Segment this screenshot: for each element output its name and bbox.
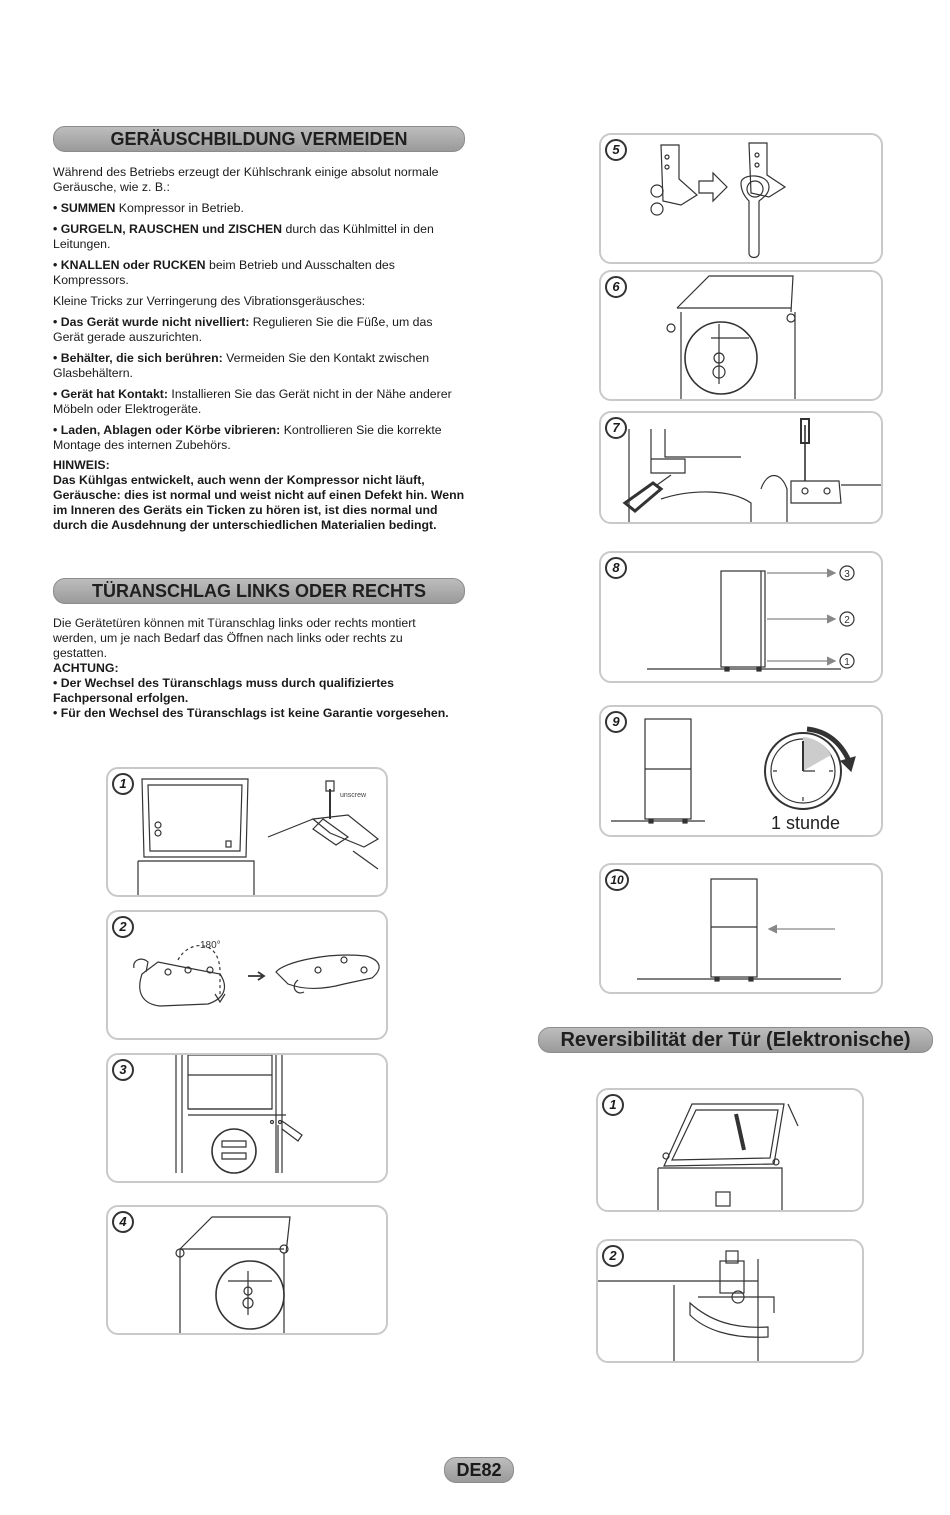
noise-bullet-3: • KNALLEN oder RUCKEN beim Betrieb und Ausschalten des Kompressors. xyxy=(53,258,395,287)
step-8-illustration xyxy=(599,551,883,683)
step-4-illustration xyxy=(106,1205,388,1335)
noise-intro: Während des Betriebs erzeugt der Kühlschrank einige absolut normale Geräusche, wie z. B.: xyxy=(53,165,439,194)
noise-note xyxy=(53,458,465,533)
step-number: 10 xyxy=(605,869,629,891)
step-3-illustration xyxy=(106,1053,388,1183)
note-heading: HINWEIS: xyxy=(53,458,110,472)
step-4-drawing xyxy=(108,1207,386,1333)
electronic-step-2-drawing xyxy=(598,1241,862,1361)
door-section-text xyxy=(53,616,458,721)
position-mark-1: 1 xyxy=(844,657,850,668)
step-3-drawing xyxy=(108,1055,386,1181)
step-8-drawing xyxy=(601,553,881,681)
step-2-illustration xyxy=(106,910,388,1040)
noise-trick-2: • Behälter, die sich berühren: Vermeiden Sie den Kontakt zwischen Glasbehältern. xyxy=(53,351,430,380)
step-number: 7 xyxy=(605,417,627,439)
step-number: 1 xyxy=(602,1094,624,1116)
position-mark-2: 2 xyxy=(844,615,850,626)
noise-bullet-1: • SUMMEN Kompressor in Betrieb. xyxy=(53,201,244,215)
step-number: 1 xyxy=(112,773,134,795)
step-number: 5 xyxy=(605,139,627,161)
step-5-illustration xyxy=(599,133,883,264)
note-text: Das Kühlgas entwickelt, auch wenn der Kompressor nicht läuft, Geräusche: dies ist normal und weist nicht auf einen Defekt hin. Wenn im Inneren des Geräts ein Ticken zu hören ist, ist dies normal und durch die Ausdehnung der unterschiedlichen Materialien bedingt. xyxy=(53,473,465,532)
waiting-time-label: 1 stunde xyxy=(771,813,841,833)
position-mark-3: 3 xyxy=(844,569,850,580)
step-number: 4 xyxy=(112,1211,134,1233)
step-1-illustration xyxy=(106,767,388,897)
door-warning-heading: ACHTUNG: xyxy=(53,661,119,675)
step-10-illustration xyxy=(599,863,883,994)
section-title-noise: GERÄUSCHBILDUNG VERMEIDEN xyxy=(53,126,465,152)
section-title-door: TÜRANSCHLAG LINKS ODER RECHTS xyxy=(53,578,465,604)
noise-tricks-intro: Kleine Tricks zur Verringerung des Vibrationsgeräusches: xyxy=(53,294,366,308)
electronic-step-1-drawing xyxy=(598,1090,862,1210)
step-6-illustration xyxy=(599,270,883,401)
door-intro: Die Gerätetüren können mit Türanschlag links oder rechts montiert werden, um je nach Bedarf das Öffnen nach links oder rechts zu gestatten. xyxy=(53,616,416,660)
step-10-drawing xyxy=(601,865,881,992)
step-1-drawing xyxy=(108,769,386,895)
page-number: DE82 xyxy=(444,1457,514,1483)
noise-trick-1: • Das Gerät wurde nicht nivelliert: Regulieren Sie die Füße, um das Gerät gerade auszurichten. xyxy=(53,315,433,344)
door-warning-2: • Für den Wechsel des Türanschlags ist keine Garantie vorgesehen. xyxy=(53,706,449,720)
step-2-drawing xyxy=(108,912,386,1038)
noise-section-text xyxy=(53,165,465,453)
step-7-drawing xyxy=(601,413,881,522)
step-number: 3 xyxy=(112,1059,134,1081)
noise-bullet-2: • GURGELN, RAUSCHEN und ZISCHEN durch das Kühlmittel in den Leitungen. xyxy=(53,222,434,251)
step-number: 9 xyxy=(605,711,627,733)
rotation-angle-label: 180° xyxy=(200,940,221,951)
noise-trick-3: • Gerät hat Kontakt: Installieren Sie das Gerät nicht in der Nähe anderer Möbeln oder Elektrogeräte. xyxy=(53,387,452,416)
section-title-electronic: Reversibilität der Tür (Elektronische) xyxy=(538,1027,933,1053)
step-number: 6 xyxy=(605,276,627,298)
step-9-illustration xyxy=(599,705,883,837)
door-warning-1: • Der Wechsel des Türanschlags muss durch qualifiziertes Fachpersonal erfolgen. xyxy=(53,676,394,705)
unscrew-label: unscrew xyxy=(340,792,367,799)
step-number: 2 xyxy=(602,1245,624,1267)
step-number: 8 xyxy=(605,557,627,579)
noise-trick-4: • Laden, Ablagen oder Körbe vibrieren: Kontrollieren Sie die korrekte Montage des internen Zubehörs. xyxy=(53,423,442,452)
step-5-drawing xyxy=(601,135,881,262)
step-6-drawing xyxy=(601,272,881,399)
step-7-illustration xyxy=(599,411,883,524)
electronic-step-2-illustration xyxy=(596,1239,864,1363)
step-number: 2 xyxy=(112,916,134,938)
electronic-step-1-illustration xyxy=(596,1088,864,1212)
